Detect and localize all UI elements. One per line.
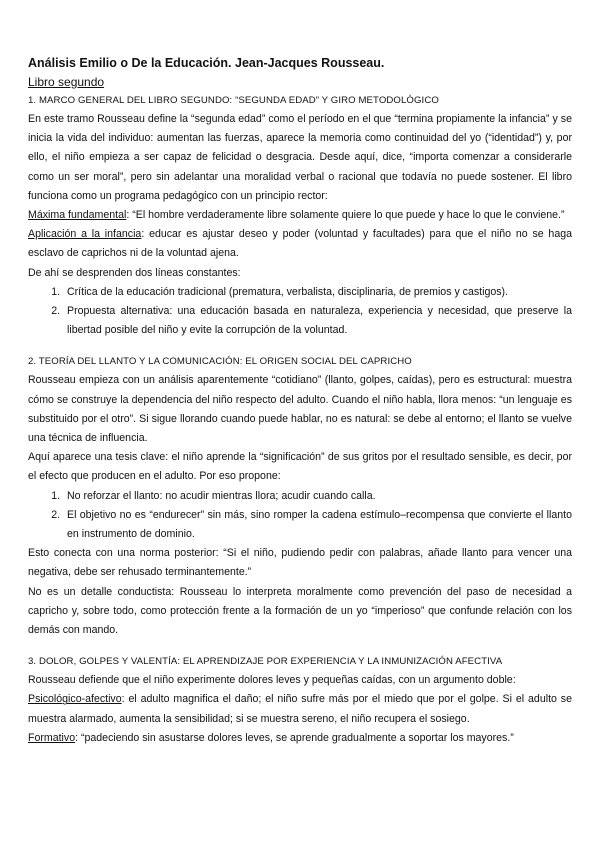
section-3 (28, 653, 572, 748)
psych-label: Psicológico-afectivo (28, 693, 122, 706)
section-3-formative (28, 729, 572, 748)
section-3-paragraph-1: Rousseau defiende que el niño experimente dolores leves y pequeñas caídas, con un argumento doble: (28, 674, 516, 687)
section-spacer (28, 640, 572, 653)
formative-text: : “padeciendo sin asustarse dolores leves, se aprende gradualmente a soportar los mayores.” (75, 731, 514, 744)
section-2-paragraph-3: Esto conecta con una norma posterior: “Si el niño, pudiendo pedir con palabras, añade llanto para vencer una negativa, debe ser rehusado terminantemente.” (28, 547, 572, 579)
application-text: : educar es ajustar deseo y poder (voluntad y facultades) para que el niño no se haga esclavo de caprichos ni de la voluntad ajena. (28, 228, 572, 260)
document-subtitle: Libro segundo (28, 75, 105, 89)
section-1 (28, 92, 572, 340)
psych-text: : el adulto magnifica el daño; el niño sufre más por el miedo que por el golpe. Si el adulto se muestra alarmado, aumenta la sensibilidad; si se muestra sereno, el niño recupera el sosiego. (28, 693, 572, 725)
formative-label: Formativo (28, 731, 76, 744)
document-title: Análisis Emilio o De la Educación. Jean-Jacques Rousseau. (28, 56, 385, 70)
section-3-heading: 3. DOLOR, GOLPES Y VALENTÍA: EL APRENDIZAJE POR EXPERIENCIA Y LA INMUNIZACIÓN AFECTIVA (28, 656, 503, 668)
list-item: 1. Crítica de la educación tradicional (prematura, verbalista, disciplinaria, de premios y castigos). (63, 283, 572, 302)
section-1-heading: 1. MARCO GENERAL DEL LIBRO SEGUNDO: “SEGUNDA EDAD” Y GIRO METODOLÓGICO (28, 95, 439, 106)
section-1-list (28, 283, 572, 341)
section-1-application (28, 225, 572, 263)
section-2-heading: 2. TEORÍA DEL LLANTO Y LA COMUNICACIÓN: EL ORIGEN SOCIAL DEL CAPRICHO (28, 356, 412, 368)
section-2-list (28, 487, 572, 545)
section-3-psych (28, 690, 572, 728)
section-1-intro: En este tramo Rousseau define la “segunda edad” como el período en el que “termina propiamente la infancia” y se inicia la vida del individuo: aumentan las fuerzas, aparece la memoria como continuidad del yo (“identidad”) y, por ello, el niño empieza a ser capaz de felicidad o desgracia. Desde aquí, dice, “importa comenzar a considerarle como un ser moral”, pero sin adelantar una moralidad verbal o racional que todavía no puede sostener. El libro funciona como un programa pedagógico con un principio rector: (28, 113, 572, 202)
section-spacer (28, 340, 572, 353)
section-1-lines-intro: De ahí se desprenden dos líneas constantes: (28, 266, 241, 279)
list-item: 2. El objetivo no es “endurecer” sin más, sino romper la cadena estímulo–recompensa que convierte el llanto en instrumento de dominio. (63, 506, 572, 544)
list-item: 2. Propuesta alternativa: una educación basada en naturaleza, experiencia y necesidad, que preserve la libertad posible del niño y evite la corrupción de la voluntad. (63, 302, 572, 340)
list-item: 1. No reforzar el llanto: no acudir mientras llora; acudir cuando calla. (63, 487, 572, 506)
section-1-maxim (28, 206, 572, 225)
section-2-paragraph-1: Rousseau empieza con un análisis aparentemente “cotidiano” (llanto, golpes, caídas), pero es estructural: muestra cómo se construye la dependencia del niño respecto del adulto. Cuando el niño habla, llora menos: “un lenguaje es substituido por el otro”. Si sigue llorando cuando puede hablar, no es natural: se debe al entorno; el llanto se vuelve una técnica de influencia. (28, 374, 572, 445)
section-2-paragraph-4: No es un detalle conductista: Rousseau lo interpreta moralmente como prevención del paso de necesidad a capricho y, sobre todo, como protección frente a la formación de un yo “imperioso” que confunde relación con los demás con mando. (28, 585, 572, 637)
maxim-text: : “El hombre verdaderamente libre solamente quiere lo que puede y hace lo que le conviene.” (126, 209, 565, 222)
application-label: Aplicación a la infancia (28, 228, 142, 241)
section-2 (28, 353, 572, 640)
section-2-paragraph-2: Aquí aparece una tesis clave: el niño aprende la “significación” de sus gritos por el resultado sensible, es decir, por el efecto que producen en el adulto. Por eso propone: (28, 451, 572, 483)
maxim-label: Máxima fundamental (28, 209, 127, 222)
